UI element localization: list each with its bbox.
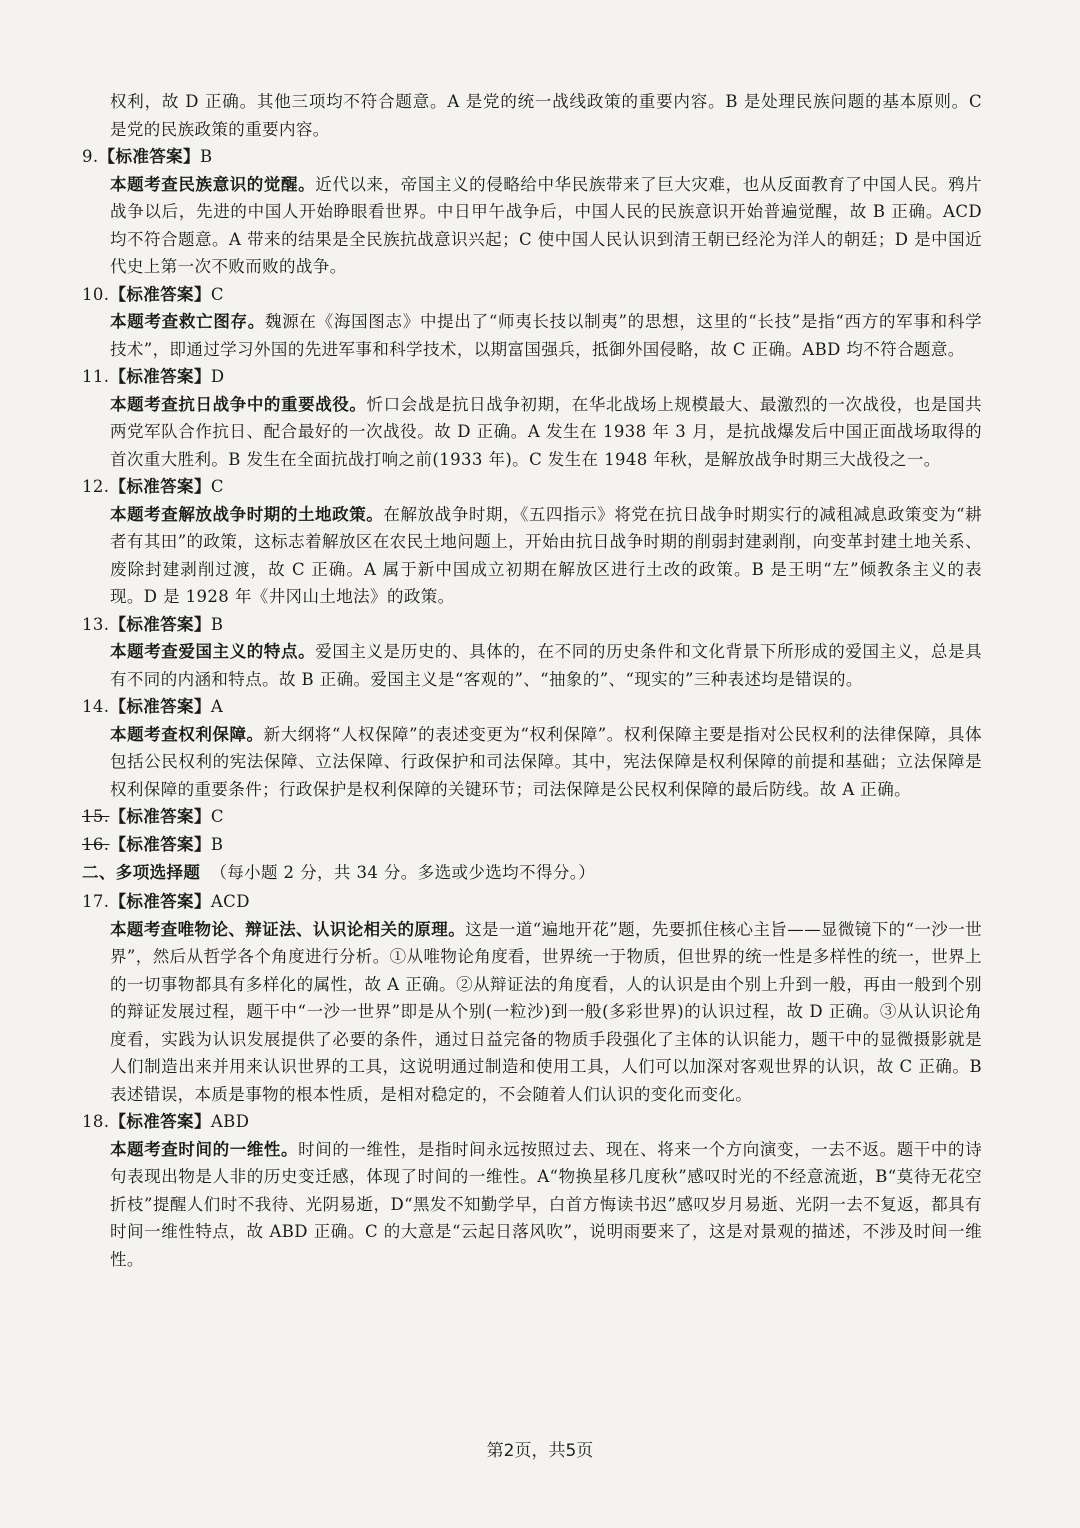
explanation-body: 新大纲将“人权保障”的表述变更为“权利保障”。权利保障主要是指对公民权利的法律保障，具体包括公民权利的宪法保障、立法保障、行政保护和司法保障。其中，宪法保障是权利保障的前提和基础；立法保障是权利保障的重要条件；行政保护是权利保障的关键环节；司法保障是公民权利保障的最后防线。故 A 正确。 [110, 724, 983, 799]
explanation-body: 在解放战争时期，《五四指示》将党在抗日战争时期实行的减租减息政策变为“耕者有其田”的政策，这标志着解放区在农民土地问题上，开始由抗日战争时期的削弱封建剥削，向变革封建土地关系、废除封建剥削过渡，故 C 正确。A 属于新中国成立初期在解放区进行土改的政策。B 是王明“左”倾教条主义的表现。D 是 1928 年《井冈山土地法》的政策。 [110, 504, 982, 606]
question-14 [82, 693, 982, 803]
answer-tag: 【标准答案】 [109, 834, 211, 854]
topic-heading: 本题考查权利保障。 [110, 724, 264, 744]
explanation [82, 171, 982, 281]
explanation-body: 这是一道“遍地开花”题，先要抓住核心主旨——显微镜下的“一沙一世界”，然后从哲学各个角度进行分析。①从唯物论角度看，世界统一于物质，但世界的统一性是多样性的统一，世界上的一切事物都具有多样化的属性，故 A 正确。②从辩证法的角度看，人的认识是由个别上升到一般，再由一般到个别的辩证发展过程，题干中“一沙一世界”即是从个别(一粒沙)到一般(多彩世界)的认识过程，故 D 正确。③从认识论角度看，实践为认识发展提供了必要的条件，通过日益完备的物质手段强化了主体的认识能力，题干中的显微摄影就是人们制造出来并用来认识世界的工具，这说明通过制造和使用工具，人们可以加深对客观世界的认识，故 C 正确。B 表述错误，本质是事物的根本性质，是相对稳定的，不会随着人们认识的变化而变化。 [110, 919, 983, 1104]
answer-value: C [210, 477, 224, 496]
topic-heading: 本题考查民族意识的觉醒。 [110, 174, 316, 194]
question-15 [82, 803, 982, 831]
question-header [82, 473, 982, 501]
answer-value: ACD [210, 892, 250, 911]
question-number: 11. [82, 367, 110, 386]
question-number: 10. [82, 284, 110, 304]
question-number: 12. [82, 477, 110, 496]
question-header [82, 693, 982, 721]
question-header [82, 363, 982, 391]
answer-value: A [210, 697, 224, 716]
question-number: 9. [82, 147, 99, 166]
question-10 [82, 281, 982, 364]
question-header [82, 831, 982, 859]
answer-tag: 【标准答案】 [109, 892, 211, 911]
section-title: 二、多项选择题 [82, 863, 201, 882]
question-header [82, 281, 982, 309]
question-number: 16. [82, 834, 110, 854]
topic-heading: 本题考查救亡图存。 [110, 312, 265, 331]
answer-value: B [210, 614, 224, 634]
question-17 [82, 888, 982, 1108]
answer-tag: 【标准答案】 [109, 807, 211, 826]
question-header [82, 803, 982, 831]
topic-heading: 本题考查唯物论、辩证法、认识论相关的原理。 [110, 919, 466, 939]
question-header [82, 1108, 982, 1136]
explanation [82, 308, 982, 363]
question-18 [82, 1108, 982, 1273]
answer-value: B [210, 834, 224, 854]
topic-heading: 本题考查爱国主义的特点。 [110, 642, 316, 661]
explanation-body: 忻口会战是抗日战争初期，在华北战场上规模最大、最激烈的一次战役，也是国共两党军队合作抗日、配合最好的一次战役。故 D 正确。A 发生在 1938 年 3 月，是抗战爆发后中国正面战场取得的首次重大胜利。B 发生在全面抗战打响之前(1933 年)。C 发生在 1948 年秋，是解放战争时期三大战役之一。 [110, 394, 982, 469]
question-number: 13. [82, 614, 110, 634]
answer-value: C [210, 807, 224, 826]
explanation-body: 爱国主义是历史的、具体的，在不同的历史条件和文化背景下所形成的爱国主义，总是具有不同的内涵和特点。故 B 正确。爱国主义是“客观的”、“抽象的”、“现实的”三种表述均是错误的。 [110, 642, 982, 689]
question-number: 15. [82, 807, 110, 826]
answer-tag: 【标准答案】 [109, 284, 211, 304]
answer-tag: 【标准答案】 [109, 614, 211, 634]
question-12 [82, 473, 982, 611]
question-9 [82, 143, 982, 281]
explanation-body: 时间的一维性，是指时间永远按照过去、现在、将来一个方向演变，一去不返。题干中的诗句表现出物是人非的历史变迁感，体现了时间的一维性。A“物换星移几度秋”感叹时光的不经意流逝，B“莫待无花空折枝”提醒人们时不我待、光阴易逝，D“黑发不知勤学早，白首方悔读书迟”感叹岁月易逝、光阴一去不复返，都具有时间一维性特点，故 ABD 正确。C 的大意是“云起日落风吹”，说明雨要来了，这是对景观的描述，不涉及时间一维性。 [110, 1139, 982, 1269]
section-heading [82, 858, 982, 888]
answer-value: D [210, 367, 225, 386]
topic-heading: 本题考查时间的一维性。 [110, 1139, 299, 1159]
answer-tag: 【标准答案】 [109, 1112, 211, 1131]
question-11 [82, 363, 982, 473]
question-header [82, 888, 982, 916]
question-number: 14. [82, 697, 110, 716]
explanation-body: 近代以来，帝国主义的侵略给中华民族带来了巨大灾难，也从反面教育了中国人民。鸦片战争以后，先进的中国人开始睁眼看世界。中日甲午战争后，中国人民的民族意识开始普遍觉醒，故 B 正确。ACD 均不符合题意。A 带来的结果是全民族抗战意识兴起；C 使中国人民认识到清王朝已经沦为洋人的朝廷；D 是中国近代史上第一次不败而败的战争。 [110, 174, 982, 276]
topic-heading: 本题考查抗日战争中的重要战役。 [110, 394, 367, 414]
answer-tag: 【标准答案】 [109, 477, 211, 496]
explanation [82, 721, 982, 804]
explanation [82, 638, 982, 693]
intro-paragraph: 权利，故 D 正确。其他三项均不符合题意。A 是党的统一战线政策的重要内容。B 是处理民族问题的基本原则。C 是党的民族政策的重要内容。 [110, 92, 982, 139]
explanation [82, 1136, 982, 1274]
answer-tag: 【标准答案】 [109, 697, 211, 716]
explanation-body: 魏源在《海国图志》中提出了“师夷长技以制夷”的思想，这里的“长技”是指“西方的军事和科学技术”，即通过学习外国的先进军事和科学技术，以期富国强兵，抵御外国侵略，故 C 正确。ABD 均不符合题意。 [110, 312, 982, 359]
answer-value: B [199, 147, 213, 166]
answer-tag: 【标准答案】 [98, 147, 200, 166]
topic-heading: 本题考查解放战争时期的土地政策。 [110, 504, 384, 524]
explanation [82, 391, 982, 474]
question-number: 17. [82, 892, 110, 911]
answer-tag: 【标准答案】 [109, 367, 211, 386]
question-13 [82, 611, 982, 694]
question-header [82, 143, 982, 171]
question-number: 18. [82, 1112, 110, 1131]
answer-content [82, 88, 982, 1273]
explanation [82, 916, 982, 1109]
answer-value: C [210, 284, 224, 304]
question-16 [82, 831, 982, 859]
page-number-footer: 第2页，共5页 [486, 1441, 594, 1461]
section-note: （每小题 2 分，共 34 分。多选或少选均不得分。） [210, 863, 596, 882]
question-header [82, 611, 982, 639]
explanation [82, 501, 982, 611]
answer-value: ABD [210, 1112, 250, 1131]
